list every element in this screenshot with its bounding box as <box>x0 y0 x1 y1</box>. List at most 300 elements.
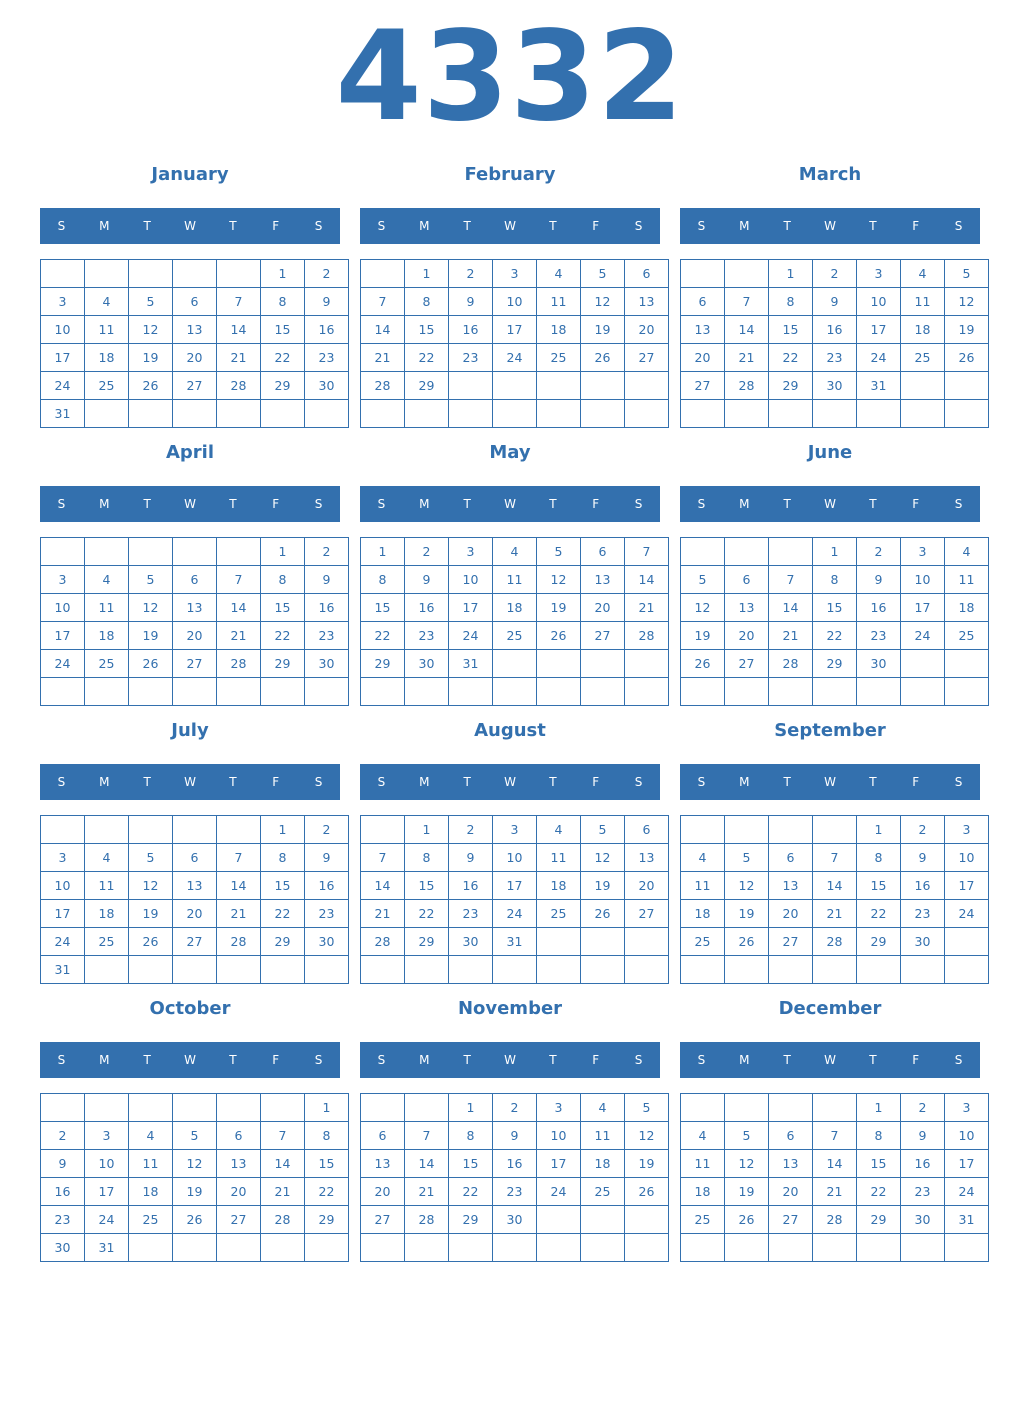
empty-day-cell <box>405 1234 449 1262</box>
empty-day-cell <box>217 678 261 706</box>
weekday-label: T <box>229 775 237 789</box>
day-cell: 2 <box>305 260 349 288</box>
weekday-label: F <box>912 497 920 511</box>
day-cell: 15 <box>361 594 405 622</box>
empty-day-cell <box>85 400 129 428</box>
empty-day-cell <box>945 956 989 984</box>
month-name: December <box>778 998 882 1019</box>
day-cell: 14 <box>261 1150 305 1178</box>
weekday-label: F <box>912 219 920 233</box>
weekday-label: T <box>229 497 237 511</box>
week-row <box>681 956 989 984</box>
empty-day-cell <box>493 650 537 678</box>
day-cell: 4 <box>85 844 129 872</box>
day-cell: 19 <box>725 1178 769 1206</box>
week-row <box>681 344 989 372</box>
week-row <box>361 872 669 900</box>
day-cell: 13 <box>681 316 725 344</box>
weekday-label: M <box>419 497 430 511</box>
week-row <box>681 400 989 428</box>
day-cell: 27 <box>217 1206 261 1234</box>
empty-day-cell <box>625 400 669 428</box>
weekday-label: T <box>869 497 877 511</box>
empty-day-cell <box>725 400 769 428</box>
empty-day-cell <box>261 1234 305 1262</box>
weekday-label: F <box>592 1053 600 1067</box>
day-cell: 19 <box>581 316 625 344</box>
empty-day-cell <box>725 260 769 288</box>
weekday-label: T <box>463 775 471 789</box>
day-cell: 8 <box>813 566 857 594</box>
day-cell: 21 <box>261 1178 305 1206</box>
day-cell: 19 <box>537 594 581 622</box>
day-cell: 31 <box>945 1206 989 1234</box>
year-title: 4332 <box>335 5 685 149</box>
day-cell: 24 <box>85 1206 129 1234</box>
day-cell: 25 <box>537 900 581 928</box>
day-cell: 8 <box>261 566 305 594</box>
week-row <box>41 344 349 372</box>
weekday-label: M <box>739 775 750 789</box>
day-cell: 22 <box>405 344 449 372</box>
day-cell: 26 <box>581 900 625 928</box>
day-cell: 12 <box>681 594 725 622</box>
day-cell: 22 <box>261 622 305 650</box>
day-cell: 14 <box>769 594 813 622</box>
day-cell: 7 <box>261 1122 305 1150</box>
day-cell: 29 <box>305 1206 349 1234</box>
day-cell: 18 <box>945 594 989 622</box>
weekday-header <box>680 1042 980 1078</box>
day-cell: 27 <box>681 372 725 400</box>
day-cell: 2 <box>813 260 857 288</box>
empty-day-cell <box>217 816 261 844</box>
weekday-label: T <box>549 497 557 511</box>
day-cell: 14 <box>217 872 261 900</box>
weekday-label: T <box>143 219 151 233</box>
day-cell: 30 <box>901 1206 945 1234</box>
day-cell: 28 <box>217 650 261 678</box>
empty-day-cell <box>217 956 261 984</box>
day-cell: 15 <box>857 872 901 900</box>
week-row <box>41 1094 349 1122</box>
weekday-header <box>40 764 340 800</box>
empty-day-cell <box>85 1094 129 1122</box>
weekday-label: T <box>869 219 877 233</box>
day-cell: 18 <box>537 872 581 900</box>
day-cell: 4 <box>85 288 129 316</box>
day-cell: 27 <box>173 650 217 678</box>
day-cell: 17 <box>857 316 901 344</box>
weekday-label: S <box>57 775 66 789</box>
day-cell: 8 <box>769 288 813 316</box>
weekday-label: T <box>463 219 471 233</box>
day-cell: 5 <box>129 844 173 872</box>
empty-day-cell <box>537 928 581 956</box>
week-row <box>681 650 989 678</box>
day-cell: 29 <box>449 1206 493 1234</box>
day-cell: 7 <box>813 844 857 872</box>
day-cell: 3 <box>41 844 85 872</box>
day-cell: 23 <box>305 622 349 650</box>
day-cell: 30 <box>901 928 945 956</box>
day-cell: 7 <box>725 288 769 316</box>
weekday-label: M <box>419 219 430 233</box>
day-cell: 3 <box>493 816 537 844</box>
weekday-label: M <box>99 497 110 511</box>
weekday-header <box>40 486 340 522</box>
empty-day-cell <box>901 372 945 400</box>
day-cell: 27 <box>581 622 625 650</box>
week-row <box>361 956 669 984</box>
day-cell: 13 <box>769 872 813 900</box>
day-cell: 28 <box>217 928 261 956</box>
day-cell: 3 <box>41 566 85 594</box>
day-cell: 22 <box>857 900 901 928</box>
weekday-label: W <box>184 497 196 511</box>
weekday-label: T <box>549 1053 557 1067</box>
day-cell: 15 <box>405 872 449 900</box>
day-cell: 27 <box>361 1206 405 1234</box>
empty-day-cell <box>449 956 493 984</box>
weekday-label: S <box>377 1053 386 1067</box>
day-cell: 5 <box>725 844 769 872</box>
day-cell: 16 <box>305 872 349 900</box>
week-row <box>41 1122 349 1150</box>
day-cell: 8 <box>261 288 305 316</box>
day-cell: 15 <box>261 316 305 344</box>
week-row <box>361 1094 669 1122</box>
day-cell: 17 <box>41 900 85 928</box>
week-row <box>681 928 989 956</box>
day-cell: 26 <box>581 344 625 372</box>
day-cell: 16 <box>449 872 493 900</box>
empty-day-cell <box>945 1234 989 1262</box>
empty-day-cell <box>129 1094 173 1122</box>
day-grid <box>680 1093 989 1262</box>
day-cell: 14 <box>217 594 261 622</box>
empty-day-cell <box>681 260 725 288</box>
day-cell: 2 <box>901 1094 945 1122</box>
week-row <box>41 1178 349 1206</box>
weekday-label: F <box>592 775 600 789</box>
empty-day-cell <box>217 1094 261 1122</box>
week-row <box>41 928 349 956</box>
week-row <box>361 372 669 400</box>
day-cell: 3 <box>41 288 85 316</box>
weekday-label: M <box>739 219 750 233</box>
weekday-label: T <box>783 497 791 511</box>
weekday-label: S <box>314 775 323 789</box>
day-cell: 23 <box>449 900 493 928</box>
empty-day-cell <box>173 816 217 844</box>
day-cell: 29 <box>813 650 857 678</box>
empty-day-cell <box>493 400 537 428</box>
weekday-label: T <box>143 497 151 511</box>
day-cell: 18 <box>85 900 129 928</box>
day-cell: 13 <box>217 1150 261 1178</box>
day-cell: 12 <box>537 566 581 594</box>
day-cell: 6 <box>681 288 725 316</box>
empty-day-cell <box>493 1234 537 1262</box>
day-grid <box>40 537 349 706</box>
day-cell: 8 <box>361 566 405 594</box>
day-cell: 6 <box>769 844 813 872</box>
day-cell: 24 <box>41 372 85 400</box>
empty-day-cell <box>813 816 857 844</box>
empty-day-cell <box>901 1234 945 1262</box>
day-cell: 24 <box>41 650 85 678</box>
day-cell: 6 <box>361 1122 405 1150</box>
empty-day-cell <box>901 400 945 428</box>
day-cell: 5 <box>537 538 581 566</box>
empty-day-cell <box>173 678 217 706</box>
week-row <box>361 816 669 844</box>
day-cell: 2 <box>857 538 901 566</box>
empty-day-cell <box>813 678 857 706</box>
empty-day-cell <box>41 678 85 706</box>
day-grid <box>40 815 349 984</box>
week-row <box>361 288 669 316</box>
empty-day-cell <box>625 1234 669 1262</box>
day-cell: 3 <box>493 260 537 288</box>
day-cell: 13 <box>361 1150 405 1178</box>
weekday-label: S <box>634 1053 643 1067</box>
empty-day-cell <box>625 372 669 400</box>
empty-day-cell <box>361 816 405 844</box>
weekday-label: S <box>697 219 706 233</box>
month-name: September <box>774 720 886 741</box>
empty-day-cell <box>129 538 173 566</box>
empty-day-cell <box>581 678 625 706</box>
day-cell: 2 <box>901 816 945 844</box>
day-cell: 23 <box>901 900 945 928</box>
week-row <box>361 538 669 566</box>
day-cell: 20 <box>681 344 725 372</box>
day-cell: 21 <box>625 594 669 622</box>
day-cell: 19 <box>129 344 173 372</box>
empty-day-cell <box>625 678 669 706</box>
week-row <box>41 872 349 900</box>
day-cell: 31 <box>449 650 493 678</box>
day-cell: 27 <box>173 928 217 956</box>
weekday-label: M <box>419 775 430 789</box>
weekday-label: S <box>314 1053 323 1067</box>
day-cell: 22 <box>361 622 405 650</box>
empty-day-cell <box>857 400 901 428</box>
day-cell: 28 <box>361 372 405 400</box>
day-cell: 20 <box>173 344 217 372</box>
weekday-label: T <box>783 219 791 233</box>
day-cell: 15 <box>769 316 813 344</box>
day-cell: 27 <box>625 900 669 928</box>
weekday-label: T <box>549 775 557 789</box>
day-cell: 9 <box>305 566 349 594</box>
day-cell: 11 <box>85 872 129 900</box>
day-cell: 19 <box>581 872 625 900</box>
day-cell: 17 <box>901 594 945 622</box>
day-cell: 16 <box>449 316 493 344</box>
weekday-label: S <box>954 497 963 511</box>
empty-day-cell <box>581 956 625 984</box>
empty-day-cell <box>305 1234 349 1262</box>
empty-day-cell <box>129 260 173 288</box>
day-cell: 25 <box>945 622 989 650</box>
weekday-label: W <box>184 1053 196 1067</box>
day-cell: 3 <box>537 1094 581 1122</box>
day-cell: 12 <box>129 872 173 900</box>
empty-day-cell <box>173 1094 217 1122</box>
day-cell: 4 <box>681 1122 725 1150</box>
empty-day-cell <box>449 400 493 428</box>
week-row <box>361 594 669 622</box>
day-cell: 8 <box>405 844 449 872</box>
weekday-label: W <box>504 775 516 789</box>
day-cell: 24 <box>945 900 989 928</box>
day-cell: 25 <box>85 372 129 400</box>
empty-day-cell <box>85 678 129 706</box>
weekday-label: M <box>419 1053 430 1067</box>
day-cell: 29 <box>405 372 449 400</box>
day-cell: 30 <box>405 650 449 678</box>
day-cell: 29 <box>405 928 449 956</box>
week-row <box>681 816 989 844</box>
day-cell: 1 <box>857 1094 901 1122</box>
weekday-header <box>680 486 980 522</box>
day-cell: 13 <box>581 566 625 594</box>
empty-day-cell <box>581 372 625 400</box>
day-cell: 7 <box>217 844 261 872</box>
empty-day-cell <box>537 956 581 984</box>
week-row <box>361 260 669 288</box>
weekday-label: S <box>314 497 323 511</box>
empty-day-cell <box>449 1234 493 1262</box>
day-cell: 24 <box>41 928 85 956</box>
day-cell: 29 <box>857 928 901 956</box>
empty-day-cell <box>625 956 669 984</box>
day-cell: 31 <box>857 372 901 400</box>
day-cell: 7 <box>217 288 261 316</box>
week-row <box>41 956 349 984</box>
weekday-header <box>40 1042 340 1078</box>
day-cell: 11 <box>85 594 129 622</box>
day-cell: 25 <box>537 344 581 372</box>
weekday-label: F <box>272 775 280 789</box>
weekday-label: S <box>697 775 706 789</box>
weekday-label: S <box>314 219 323 233</box>
day-cell: 20 <box>625 316 669 344</box>
day-cell: 19 <box>945 316 989 344</box>
day-cell: 4 <box>493 538 537 566</box>
day-cell: 23 <box>813 344 857 372</box>
empty-day-cell <box>945 650 989 678</box>
day-cell: 14 <box>813 1150 857 1178</box>
day-cell: 3 <box>945 1094 989 1122</box>
week-row <box>681 1178 989 1206</box>
day-cell: 1 <box>405 260 449 288</box>
day-cell: 7 <box>769 566 813 594</box>
day-cell: 9 <box>449 844 493 872</box>
day-cell: 10 <box>449 566 493 594</box>
day-cell: 16 <box>41 1178 85 1206</box>
day-cell: 6 <box>581 538 625 566</box>
day-cell: 27 <box>173 372 217 400</box>
day-cell: 18 <box>85 344 129 372</box>
empty-day-cell <box>725 956 769 984</box>
weekday-label: S <box>57 497 66 511</box>
day-cell: 21 <box>217 900 261 928</box>
week-row <box>361 900 669 928</box>
empty-day-cell <box>901 956 945 984</box>
empty-day-cell <box>305 400 349 428</box>
day-cell: 28 <box>769 650 813 678</box>
day-cell: 10 <box>85 1150 129 1178</box>
empty-day-cell <box>581 400 625 428</box>
day-cell: 15 <box>305 1150 349 1178</box>
empty-day-cell <box>173 1234 217 1262</box>
weekday-label: S <box>954 775 963 789</box>
day-cell: 30 <box>41 1234 85 1262</box>
day-cell: 5 <box>581 816 625 844</box>
empty-day-cell <box>405 956 449 984</box>
empty-day-cell <box>537 400 581 428</box>
day-cell: 1 <box>261 538 305 566</box>
empty-day-cell <box>857 678 901 706</box>
day-cell: 29 <box>769 372 813 400</box>
week-row <box>41 1234 349 1262</box>
week-row <box>681 1150 989 1178</box>
weekday-label: S <box>634 219 643 233</box>
empty-day-cell <box>261 1094 305 1122</box>
day-cell: 26 <box>129 928 173 956</box>
day-cell: 6 <box>769 1122 813 1150</box>
day-cell: 26 <box>129 372 173 400</box>
empty-day-cell <box>129 1234 173 1262</box>
empty-day-cell <box>41 260 85 288</box>
day-cell: 12 <box>725 872 769 900</box>
day-cell: 29 <box>361 650 405 678</box>
weekday-header <box>360 208 660 244</box>
empty-day-cell <box>449 678 493 706</box>
empty-day-cell <box>901 650 945 678</box>
week-row <box>41 678 349 706</box>
empty-day-cell <box>769 678 813 706</box>
empty-day-cell <box>537 372 581 400</box>
day-cell: 12 <box>945 288 989 316</box>
empty-day-cell <box>305 956 349 984</box>
weekday-label: S <box>377 219 386 233</box>
day-cell: 12 <box>581 844 625 872</box>
day-cell: 6 <box>173 844 217 872</box>
day-cell: 29 <box>261 372 305 400</box>
day-cell: 9 <box>493 1122 537 1150</box>
day-cell: 1 <box>449 1094 493 1122</box>
day-cell: 26 <box>725 928 769 956</box>
week-row <box>41 316 349 344</box>
day-cell: 18 <box>493 594 537 622</box>
empty-day-cell <box>813 956 857 984</box>
empty-day-cell <box>217 1234 261 1262</box>
day-cell: 11 <box>681 1150 725 1178</box>
week-row <box>41 372 349 400</box>
day-cell: 11 <box>85 316 129 344</box>
day-cell: 12 <box>625 1122 669 1150</box>
week-row <box>361 928 669 956</box>
day-cell: 22 <box>305 1178 349 1206</box>
day-cell: 3 <box>945 816 989 844</box>
day-cell: 23 <box>41 1206 85 1234</box>
weekday-header <box>680 208 980 244</box>
